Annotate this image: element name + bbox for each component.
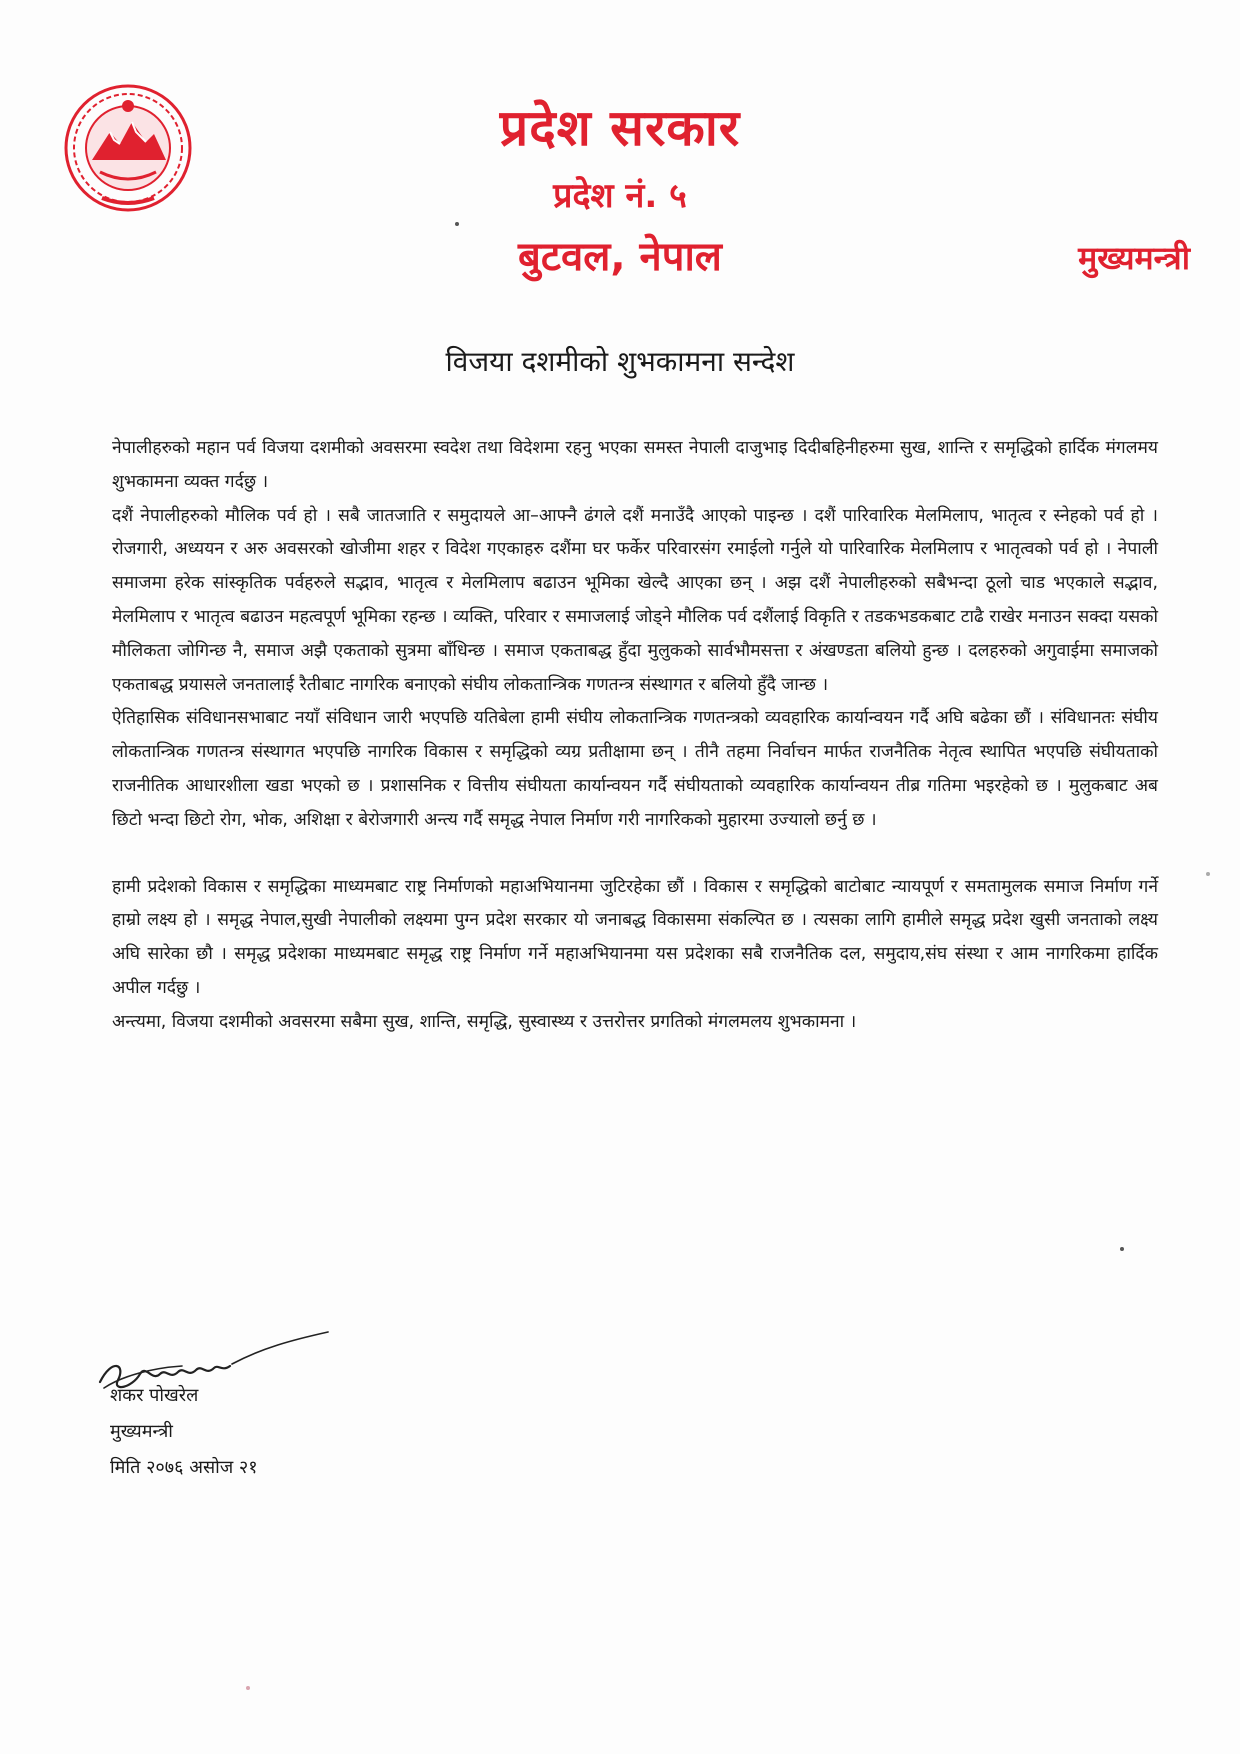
paragraph: नेपालीहरुको महान पर्व विजया दशमीको अवसरमा स्वदेश तथा विदेशमा रहनु भएका समस्त नेपाली दाजुभाइ दिदीबहिनीहरुमा सुख, शान्ति र समृद्धिको हार्दिक मंगलमय शुभकामना व्यक्त गर्दछु । (112, 438, 1158, 492)
nepal-government-emblem-icon (62, 82, 194, 214)
signoff-date: मिति २०७६ असोज २१ (110, 1457, 258, 1478)
province-number: प्रदेश नं. ५ (553, 176, 687, 216)
paragraph: हामी प्रदेशको विकास र समृद्धिका माध्यमबाट राष्ट्र निर्माणको महाअभियानमा जुटिरहेका छौं । विकास र समृद्धिको बाटोबाट न्यायपूर्ण र समतामुलक समाज निर्माण गर्ने हाम्रो लक्ष्य हो । समृद्ध नेपाल,सुखी नेपालीको लक्ष्यमा पुग्न प्रदेश सरकार यो जनाबद्ध विकासमा संकल्पित छ । त्यसका लागि हामीले समृद्ध प्रदेश खुसी जनताको लक्ष्य अघि सारेका छौ । समृद्ध प्रदेशका माध्यमबाट समृद्ध राष्ट्र निर्माण गर्ने महाअभियानमा यस प्रदेशका सबै राजनैतिक दल, समुदाय,संघ संस्था र आम नागरिकमा हार्दिक अपील गर्दछु । (112, 876, 1158, 998)
scan-speck (1206, 872, 1210, 876)
signatory-name: शंकर पोखरेल (110, 1385, 199, 1406)
location: बुटवल, नेपाल (518, 234, 722, 280)
paragraph: ऐतिहासिक संविधानसभाबाट नयाँ संविधान जारी भएपछि यतिबेला हामी संघीय लोकतान्त्रिक गणतन्त्रको व्यवहारिक कार्यान्वयन गर्दै अघि बढेका छौं । संविधानतः संघीय लोकतान्त्रिक गणतन्त्र संस्थागत भएपछि नागरिक विकास र समृद्धिको व्यग्र प्रतीक्षामा छन् । तीनै तहमा निर्वाचन मार्फत राजनैतिक नेतृत्व स्थापित भएपछि संघीयताको राजनीतिक आधारशीला खडा भएको छ । प्रशासनिक र वित्तीय संघीयता कार्यान्वयन गर्दै संघीयताको व्यवहारिक कार्यान्वयन तीब्र गतिमा भइरहेको छ । मुलुकबाट अब छिटो भन्दा छिटो रोग, भोक, अशिक्षा र बेरोजगारी अन्त्य गर्दै समृद्ध नेपाल निर्माण गरी नागरिकको मुहारमा उज्यालो छर्नु छ । (112, 708, 1158, 830)
scan-speck (246, 1686, 250, 1690)
signatory-designation: मुख्यमन्त्री (110, 1421, 173, 1442)
scan-speck (455, 222, 459, 226)
paragraph: दशैं नेपालीहरुको मौलिक पर्व हो । सबै जातजाति र समुदायले आ–आफ्नै ढंगले दशैं मनाउँदै आएको पाइन्छ । दशैं पारिवारिक मेलमिलाप, भातृत्व र स्नेहको पर्व हो । रोजगारी, अध्ययन र अरु अवसरको खोजीमा शहर र विदेश गएकाहरु दशैंमा घर फर्केर परिवारसंग रमाईलो गर्नुले यो पारिवारिक मेलमिलाप र भातृत्वको पर्व हो । नेपाली समाजमा हरेक सांस्कृतिक पर्वहरुले सद्भाव, भातृत्व र मेलमिलाप बढाउन भूमिका खेल्दै आएका छन् । अझ दशैं नेपालीहरुको सबैभन्दा ठूलो चाड भएकाले सद्भाव, मेलमिलाप र भातृत्व बढाउन महत्वपूर्ण भूमिका रहन्छ । व्यक्ति, परिवार र समाजलाई जोड्ने मौलिक पर्व दशैंलाई विकृति र तडकभडकबाट टाढै राखेर मनाउन सक्दा यसको मौलिकता जोगिन्छ नै, समाज अझै एकताको सुत्रमा बाँधिन्छ । समाज एकताबद्ध हुँदा मुलुकको सार्वभौमसत्ता र अंखण्डता बलियो हुन्छ । दलहरुको अगुवाईमा समाजको एकताबद्ध प्रयासले जनतालाई रैतीबाट नागरिक बनाएको संघीय लोकतान्त्रिक गणतन्त्र संस्थागत र बलियो हुँदै जान्छ । (112, 505, 1158, 695)
scan-speck (1120, 1247, 1124, 1251)
paragraph: अन्त्यमा, विजया दशमीको अवसरमा सबैमा सुख, शान्ति, समृद्धि, सुस्वास्थ्य र उत्तरोत्तर प्रगतिको मंगलमलय शुभकामना । (112, 1011, 857, 1032)
office-title: मुख्यमन्त्री (1078, 239, 1190, 277)
government-title: प्रदेश सरकार (499, 99, 741, 157)
document-title: विजया दशमीको शुभकामना सन्देश (445, 345, 795, 378)
signoff-block (110, 1378, 258, 1486)
message-body (112, 432, 1158, 1040)
